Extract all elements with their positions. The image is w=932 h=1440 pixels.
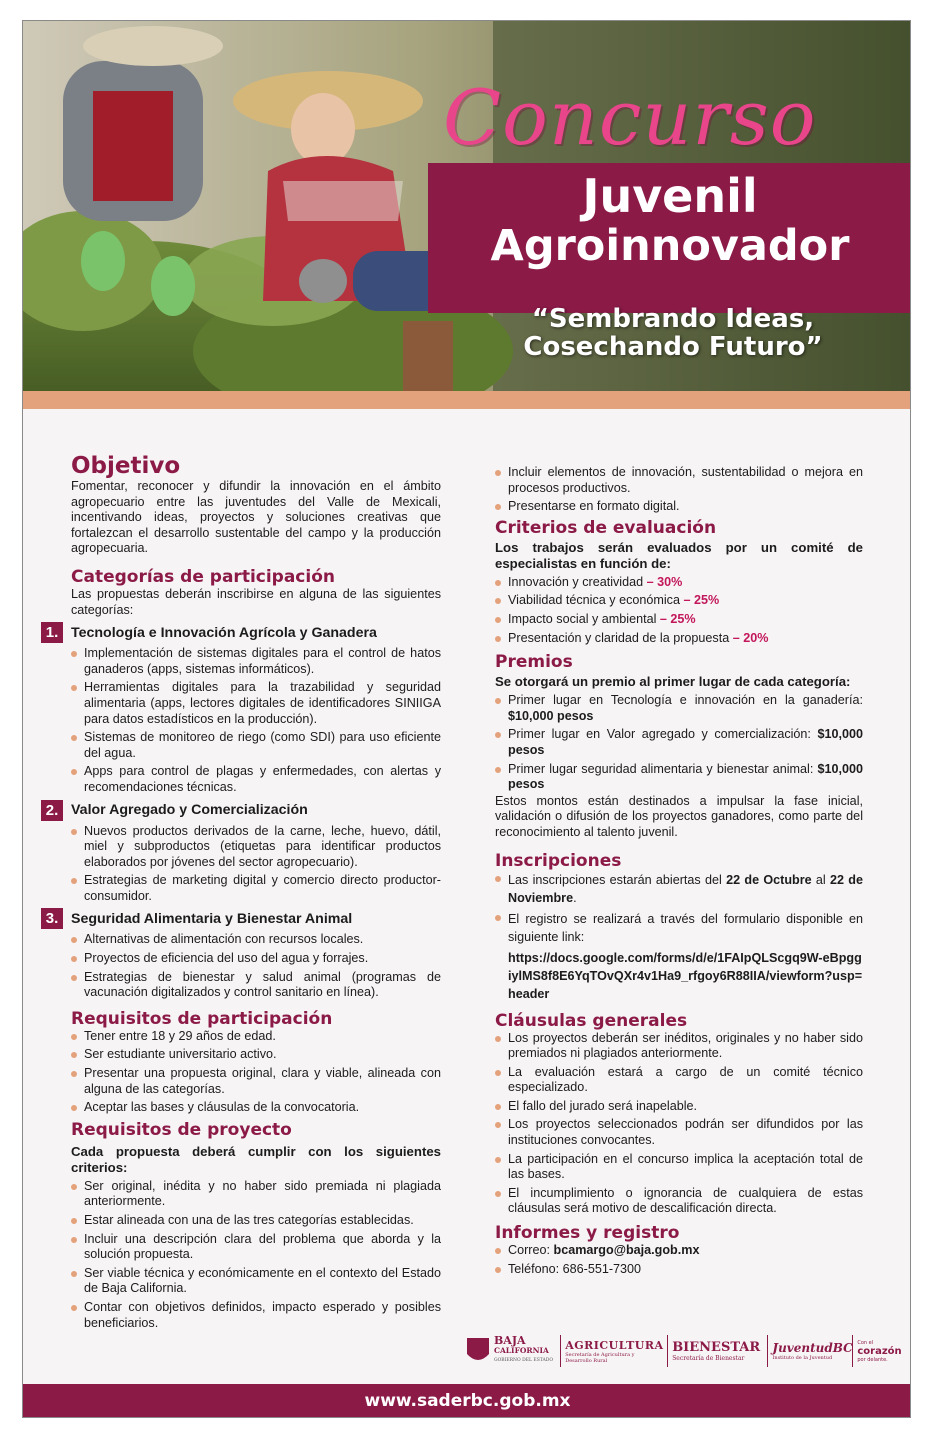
hero-section — [23, 21, 911, 391]
criterios-intro: Los trabajos serán evaluados por un comité de especialistas en función de: — [495, 539, 863, 571]
criterios-heading: Criterios de evaluación — [495, 517, 717, 538]
objetivo-text: Fomentar, reconocer y difundir la innovación en el ámbito agropecuario entre las juventudes del Valle de Mexicali, incentivando ideas, proyectos y soluciones creativas que fortalezcan el desarrollo sustentable del campo y la producción agropecuaria. — [71, 479, 441, 556]
list-item: La evaluación estará a cargo de un comité técnico especializado. — [495, 1065, 863, 1096]
list-item: Apps para control de plagas y enfermedades, con alertas y recomendaciones técnicas. — [71, 764, 441, 795]
list-item: Nuevos productos derivados de la carne, leche, huevo, dátil, miel y subproductos (etiquetas para identificar productos elaborados por jóvenes del sector agropecuario). — [71, 824, 441, 871]
divider — [667, 1335, 668, 1367]
list-item: El fallo del jurado será inapelable. — [495, 1099, 863, 1115]
list-item: Tener entre 18 y 29 años de edad. — [71, 1029, 441, 1045]
requisitos-proyecto-list-cont — [495, 465, 863, 515]
list-item: Ser original, inédita y no haber sido premiada ni plagiada anteriormente. — [71, 1179, 441, 1210]
list-item: Presentarse en formato digital. — [495, 499, 863, 515]
slogan-line-1: “Sembrando Ideas, — [531, 304, 815, 334]
objetivo-heading: Objetivo — [71, 453, 181, 479]
informes-list — [495, 1243, 863, 1277]
divider — [560, 1335, 561, 1367]
list-item: Incluir una descripción clara del problema que aborda y la solución propuesta. — [71, 1232, 441, 1263]
list-item: Sistemas de monitoreo de riego (como SDI) para uso eficiente del agua. — [71, 730, 441, 761]
list-item: Ser estudiante universitario activo. — [71, 1047, 441, 1063]
list-item: Presentación y claridad de la propuesta – 20% — [495, 631, 863, 647]
category-1-list — [71, 646, 441, 795]
list-item: Primer lugar en Tecnología e innovación en la ganadería: $10,000 pesos — [495, 693, 863, 724]
inscripciones-list — [495, 871, 863, 946]
title-line-1: Juvenil — [582, 169, 758, 223]
list-item: Primer lugar en Valor agregado y comercialización: $10,000 pesos — [495, 727, 863, 758]
inscripciones-heading: Inscripciones — [495, 850, 622, 871]
corazon-logo: Con el corazón por delante. — [857, 1339, 902, 1363]
accent-strip — [23, 391, 911, 409]
list-item: El registro se realizará a través del formulario disponible en siguiente link: — [495, 910, 863, 946]
bienestar-logo: BIENESTAR Secretaría de Bienestar — [672, 1340, 761, 1362]
divider — [852, 1335, 853, 1367]
slogan-line-2: Cosechando Futuro” — [523, 332, 823, 362]
premios-note: Estos montos están destinados a impulsar la fase inicial, validación o difusión de los proyectos ganadores, como parte del reconocimiento al talento juvenil. — [495, 793, 863, 839]
list-item: Primer lugar seguridad alimentaria y bienestar animal: $10,000 pesos — [495, 762, 863, 793]
criterios-list — [495, 575, 863, 646]
categorias-heading: Categorías de participación — [71, 566, 335, 587]
list-item: Aceptar las bases y cláusulas de la convocatoria. — [71, 1100, 441, 1116]
list-item: Correo: bcamargo@baja.gob.mx — [495, 1243, 863, 1259]
list-item: El incumplimiento o ignorancia de cualquiera de estas cláusulas será motivo de descalificación directa. — [495, 1186, 863, 1217]
juventud-bc-logo: JuventudBC Instituto de la Juventud — [772, 1341, 853, 1361]
list-item: Implementación de sistemas digitales para el control de hatos ganaderos (apps, sistemas informáticos). — [71, 646, 441, 677]
category-number: 1. — [41, 622, 63, 643]
list-item: Los proyectos seleccionados podrán ser difundidos por las instituciones convocantes. — [495, 1117, 863, 1148]
category-3-list — [71, 932, 441, 1000]
category-2 — [41, 800, 441, 821]
list-item: Estar alineada con una de las tres categorías establecidas. — [71, 1213, 441, 1229]
list-item: Teléfono: 686-551-7300 — [495, 1262, 863, 1278]
informes-heading: Informes y registro — [495, 1223, 680, 1244]
email-link[interactable]: bcamargo@baja.gob.mx — [553, 1243, 700, 1258]
list-item: Ser viable técnica y económicamente en el contexto del Estado de Baja California. — [71, 1266, 441, 1297]
content-area — [23, 409, 911, 1384]
premios-heading: Premios — [495, 652, 573, 673]
category-title: Valor Agregado y Comercialización — [71, 802, 308, 818]
phone-number: 686-551-7300 — [562, 1261, 642, 1276]
category-2-list — [71, 824, 441, 905]
footer-url[interactable]: www.saderbc.gob.mx — [23, 1384, 911, 1418]
title-script: Concurso — [443, 73, 817, 162]
poster — [22, 20, 911, 1418]
baja-california-logo: BAJA CALIFORNIA GOBIERNO DEL ESTADO — [465, 1336, 556, 1366]
list-item: Estrategias de marketing digital y comercio directo productor-consumidor. — [71, 873, 441, 904]
category-1 — [41, 622, 441, 643]
requisitos-proyecto-list — [71, 1179, 441, 1331]
list-item: Los proyectos deberán ser inéditos, originales y no haber sido premiados ni plagiados anteriormente. — [495, 1031, 863, 1062]
category-number: 2. — [41, 800, 63, 821]
list-item: Innovación y creatividad – 30% — [495, 575, 863, 591]
category-3 — [41, 908, 441, 929]
list-item: Presentar una propuesta original, clara y viable, alineada con alguna de las categorías. — [71, 1066, 441, 1097]
sponsor-logos — [465, 1321, 905, 1381]
category-title: Tecnología e Innovación Agrícola y Ganadera — [71, 624, 377, 641]
list-item: Alternativas de alimentación con recursos locales. — [71, 932, 441, 948]
list-item: Estrategias de bienestar y salud animal (programas de vacunación digitalizados y control sanitario en línea). — [71, 970, 441, 1001]
left-column — [45, 453, 441, 1334]
list-item: Contar con objetivos definidos, impacto esperado y posibles beneficiarios. — [71, 1300, 441, 1331]
list-item: Impacto social y ambiental – 25% — [495, 612, 863, 628]
clausulas-heading: Cláusulas generales — [495, 1010, 688, 1031]
list-item: Herramientas digitales para la trazabilidad y seguridad alimentaria (apps, lectores digitales de identificadores SINIIGA para datos estadísticos en la producción). — [71, 680, 441, 727]
list-item: La participación en el concurso implica la aceptación total de las bases. — [495, 1152, 863, 1183]
category-number: 3. — [41, 908, 63, 929]
requisitos-proyecto-intro: Cada propuesta deberá cumplir con los siguientes criterios: — [71, 1143, 441, 1175]
agricultura-logo: AGRICULTURA Secretaría de Agricultura y Desarrollo Rural — [565, 1338, 664, 1364]
requisitos-proyecto-heading: Requisitos de proyecto — [71, 1119, 292, 1140]
requisitos-participacion-list — [71, 1029, 441, 1116]
list-item: Incluir elementos de innovación, sustentabilidad o mejora en procesos productivos. — [495, 465, 863, 496]
registration-link[interactable]: https://docs.google.com/forms/d/e/1FAIpQLScgq9W-eBpggiylMS8f8E6YqTOvQXr4v1Ha9_rfgoy6R88IIA/viewform?usp=header — [508, 950, 863, 1001]
divider — [767, 1335, 768, 1367]
list-item: Proyectos de eficiencia del uso del agua y forrajes. — [71, 951, 441, 967]
clausulas-list — [495, 1031, 863, 1218]
right-column — [495, 465, 863, 1280]
slogan — [463, 305, 883, 361]
list-item: Viabilidad técnica y económica – 25% — [495, 593, 863, 609]
categorias-intro: Las propuestas deberán inscribirse en alguna de las siguientes categorías: — [71, 586, 441, 617]
premios-intro: Se otorgará un premio al primer lugar de cada categoría: — [495, 674, 851, 690]
list-item: Las inscripciones estarán abiertas del 22 de Octubre al 22 de Noviembre. — [495, 871, 863, 907]
premios-list — [495, 693, 863, 793]
shield-icon — [465, 1336, 491, 1366]
requisitos-participacion-heading: Requisitos de participación — [71, 1008, 333, 1029]
title-line-2: Agroinnovador — [490, 221, 850, 271]
category-title: Seguridad Alimentaria y Bienestar Animal — [71, 910, 353, 927]
